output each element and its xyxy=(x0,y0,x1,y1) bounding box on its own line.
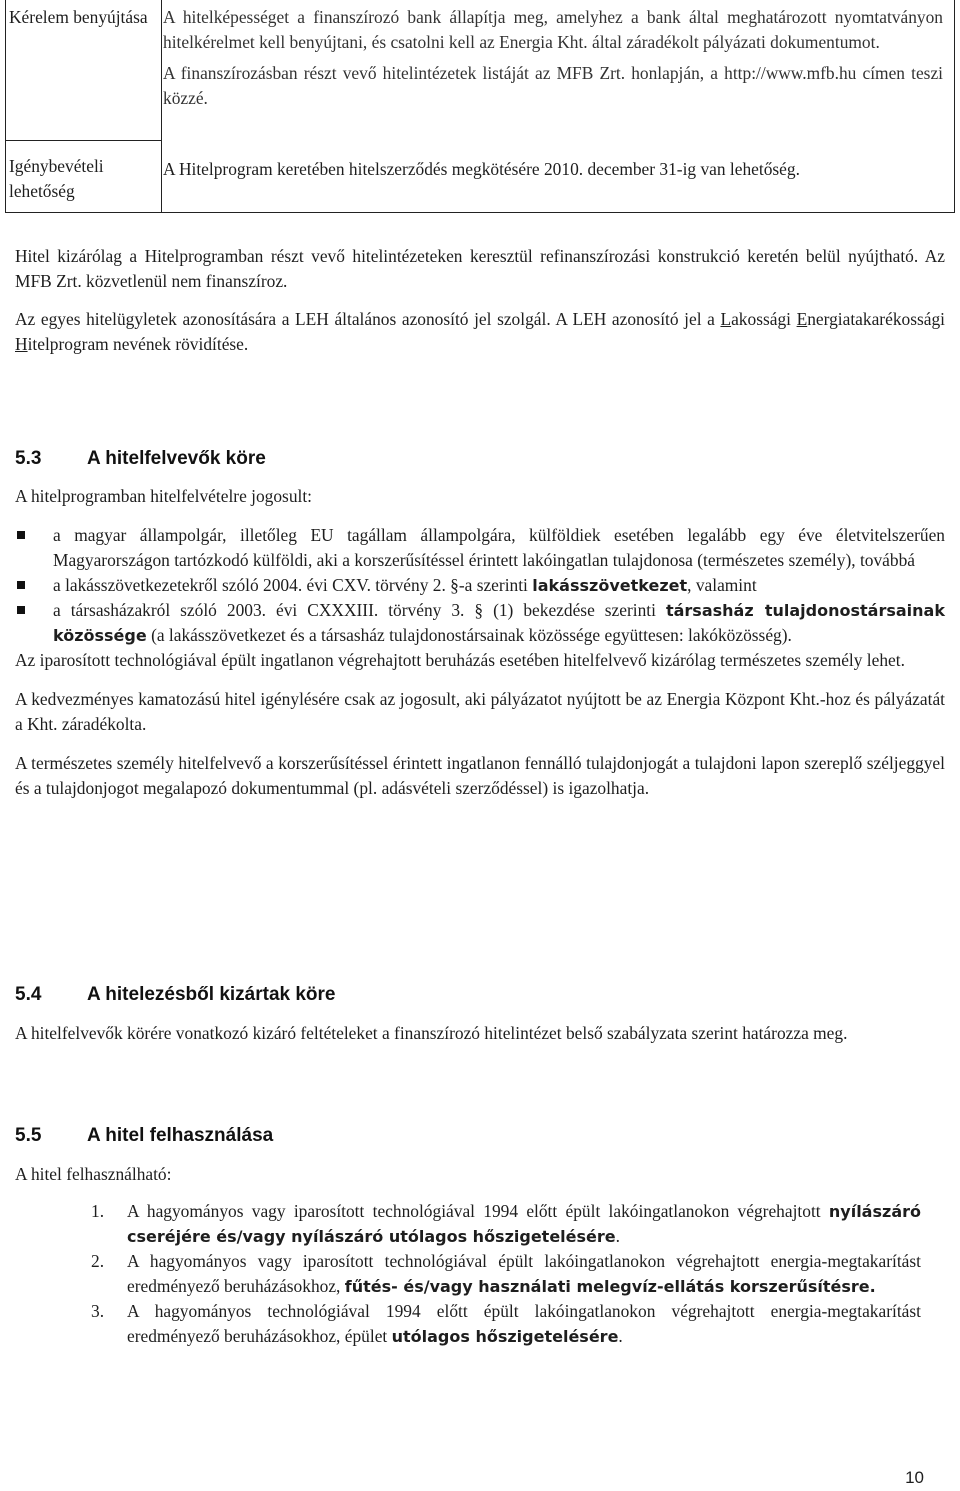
list-item: 1. A hagyományos vagy iparosított technológiával 1994 előtt épült lakóingatlanokon végrehajtott nyílászáró cseréjére és/vagy nyílászáró utólagos hőszigetelésére. xyxy=(91,1201,921,1246)
section-lead: A hitel felhasználható: xyxy=(15,1164,172,1184)
square-bullet-icon xyxy=(17,531,25,539)
table-label-submission: Kérelem benyújtása xyxy=(9,7,148,27)
section-heading-5-5: 5.5 A hitel felhasználása xyxy=(15,1125,274,1146)
table-label-availability: Igénybevételi lehetőség xyxy=(9,156,104,201)
section-lead: A hitelprogramban hitelfelvételre jogosult: xyxy=(15,486,313,506)
list-item: a társasházakról szóló 2003. évi CXXXIII. törvény 3. § (1) bekezdése szerinti társasház tulajdonostársainak közössége (a lakásszövetkezet és a társasház tulajdonostársainak közössége együttesen: lakóközösség). xyxy=(15,598,945,648)
paragraph: A kedvezményes kamatozású hitel igénylésére csak az jogosult, aki pályázatot nyújtott be az Energia Központ Kht.-hoz és pályázatát a Kht. záradékolta. xyxy=(15,689,945,734)
list-item: 3. A hagyományos technológiával 1994 előtt épült lakóingatlanokon végrehajtott energia-megtakarítást eredményező beruházásokhoz, épület utólagos hőszigetelésére. xyxy=(91,1301,921,1346)
section-5-5-list xyxy=(91,1199,921,1349)
paragraph: Az iparosított technológiával épült ingatlanon végrehajtott beruházás esetében hitelfelvevő kizárólag természetes személy lehet. xyxy=(15,650,905,670)
section-5-4-body xyxy=(15,1021,945,1046)
table-cell-paragraph: A Hitelprogram keretében hitelszerződés megkötésére 2010. december 31-ig van lehetőség. xyxy=(163,159,800,179)
paragraph: A természetes személy hitelfelvevő a korszerűsítéssel érintett ingatlanon fennálló tulajdonjogát a tulajdoni lapon szereplő széljeggyel és a tulajdonjogot megalapozó dokumentummal (pl. adásvételi szerződéssel) is igazolhatja. xyxy=(15,753,945,798)
usage-list xyxy=(91,1199,921,1349)
square-bullet-icon xyxy=(17,581,25,589)
table-cell-submission xyxy=(163,5,943,111)
table-column-divider xyxy=(161,0,162,212)
list-item: a magyar állampolgár, illetőleg EU tagállam állampolgára, külföldiek esetében legalább egy éve életvitelszerűen Magyarországon tartózkodó külföldi, aki a korszerűsítéssel érintett lakóingatlan tulajdonosa (természetes személy), továbbá xyxy=(15,523,945,573)
intro-paragraph-leh: Az egyes hitelügyletek azonosítására a LEH általános azonosító jel szolgál. A LEH azonosító jel a Lakossági Energiatakarékossági Hitelprogram nevének rövidítése. xyxy=(15,309,945,354)
section-5-5-lead xyxy=(15,1162,945,1187)
table-row-divider xyxy=(6,140,161,141)
table-cell-paragraph: A finanszírozásban részt vevő hitelintézetek listáját az MFB Zrt. honlapján, a http://www.mfb.hu címen teszi közzé. xyxy=(163,63,943,108)
list-item: 2. A hagyományos vagy iparosított technológiával épült lakóingatlanokon végrehajtott energia-megtakarítást eredményező beruházásokhoz, fűtés- és/vagy használati melegvíz-ellátás korszerűsítésre. xyxy=(91,1251,921,1296)
eligible-borrowers-list xyxy=(15,523,945,648)
intro-paragraph: Hitel kizárólag a Hitelprogramban részt vevő hitelintézeteken keresztül refinanszírozási konstrukció keretén belül nyújtható. Az MFB Zrt. közvetlenül nem finanszíroz. xyxy=(15,246,945,291)
section-heading-5-4: 5.4 A hitelezésből kizártak köre xyxy=(15,984,336,1005)
square-bullet-icon xyxy=(17,606,25,614)
section-heading-5-3: 5.3 A hitelfelvevők köre xyxy=(15,448,266,469)
table-cell-availability xyxy=(163,157,943,182)
list-item: a lakásszövetkezetekről szóló 2004. évi CXV. törvény 2. §-a szerinti lakásszövetkezet, valamint xyxy=(15,573,945,598)
table-cell-paragraph: A hitelképességet a finanszírozó bank állapítja meg, amelyhez a bank által meghatározott nyomtatványon hitelkérelmet kell benyújtani, és csatolni kell az Energia Kht. által záradékolt pályázati dokumentumot. xyxy=(163,7,943,52)
section-5-3-body xyxy=(15,484,945,801)
paragraph: A hitelfelvevők körére vonatkozó kizáró feltételeket a finanszírozó hitelintézet belső szabályzata szerint határozza meg. xyxy=(15,1023,848,1043)
intro-section xyxy=(15,244,945,357)
page-number: 10 xyxy=(905,1468,924,1487)
